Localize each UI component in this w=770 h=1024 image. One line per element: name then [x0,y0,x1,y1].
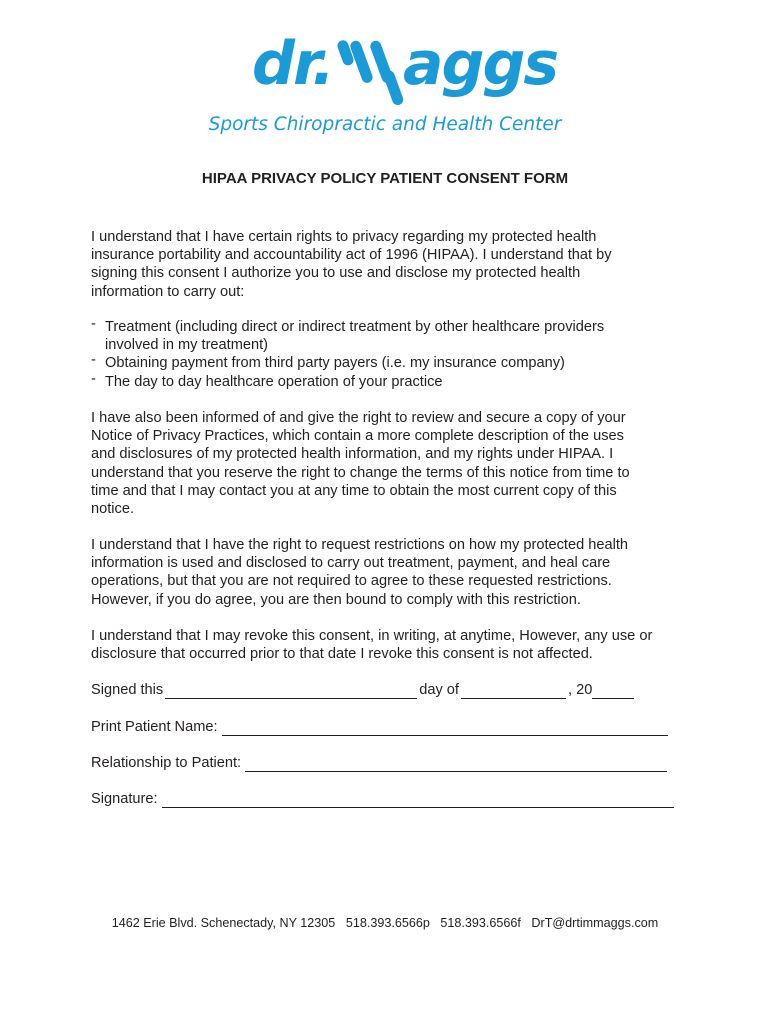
text-line: The day to day healthcare operation of your practice [105,373,443,390]
footer-contact [0,915,770,931]
day-of-label: day of [419,682,459,698]
text-line: Obtaining payment from third party payers (i.e. my insurance company) [105,355,565,372]
text-line: time and that I may contact you at any time to obtain the most current copy of this [91,482,617,499]
text-line: Notice of Privacy Practices, which contain a more complete description of the uses [91,428,624,445]
signature-label: Signature: [91,791,158,807]
signed-day-field[interactable] [165,683,417,699]
print-name-field[interactable] [222,720,668,736]
relationship-label: Relationship to Patient: [91,755,242,771]
list-item [91,373,691,391]
text-line: notice. [91,501,134,518]
intro-paragraph [91,228,691,301]
relationship-field[interactable] [245,756,667,772]
dr-maggs-logo [0,0,770,140]
text-line: understand that you reserve the right to change the terms of this notice from time to [91,464,630,481]
signature-field[interactable] [162,792,674,808]
year-prefix-label: , 20 [567,682,593,698]
list-item [91,318,691,354]
text-line: I understand that I may revoke this consent, in writing, at anytime, However, any use or [91,628,653,644]
text-line: information to carry out: [91,283,245,300]
logo-tagline: Sports Chiropractic and Health Center [208,114,562,135]
signed-date-row [91,681,636,699]
print-name-label: Print Patient Name: [91,719,218,735]
text-line: disclosure that occurred prior to that date I revoke this consent is not affected. [91,646,593,663]
text-line: and disclosures of my protected health information, and my rights under HIPAA. I [91,446,614,463]
text-line: involved in my treatment) [105,337,269,354]
text-line: Treatment (including direct or indirect treatment by other healthcare providers [105,319,605,335]
consent-purpose-list [91,318,691,391]
text-line: I understand that I have the right to request restrictions on how my protected health [91,537,629,553]
footer-fax: 518.393.6566f [440,916,521,930]
revoke-paragraph [91,627,691,663]
print-name-row [91,718,670,736]
privacy-notice-paragraph [91,409,691,518]
text-line: I have also been informed of and give the right to review and secure a copy of your [91,410,626,426]
signed-this-label: Signed this [91,682,164,698]
footer-phone: 518.393.6566p [345,916,430,930]
signed-month-field[interactable] [461,683,566,699]
text-line: signing this consent I authorize you to use and disclose my protected health [91,265,581,282]
logo-text-dr: dr. [252,29,333,99]
list-item [91,354,691,372]
text-line: I understand that I have certain rights to privacy regarding my protected health [91,229,597,245]
signed-year-field[interactable] [592,683,634,699]
text-line: insurance portability and accountability act of 1996 (HIPAA). I understand that by [91,247,612,264]
footer-email: DrT@drtimmaggs.com [531,916,659,930]
text-line: operations, but that you are not required to agree to these requested restrictions. [91,573,612,590]
logo-m-mark-icon [336,39,405,107]
restrictions-paragraph [91,536,691,609]
relationship-row [91,754,669,772]
text-line: However, if you do agree, you are then bound to comply with this restriction. [91,591,581,608]
logo-text-aggs: aggs [403,29,558,99]
text-line: information is used and disclosed to carry out treatment, payment, and heal care [91,555,611,572]
form-title: HIPAA PRIVACY POLICY PATIENT CONSENT FORM [201,170,569,187]
footer-address: 1462 Erie Blvd. Schenectady, NY 12305 [111,916,336,930]
signature-row [91,790,676,808]
